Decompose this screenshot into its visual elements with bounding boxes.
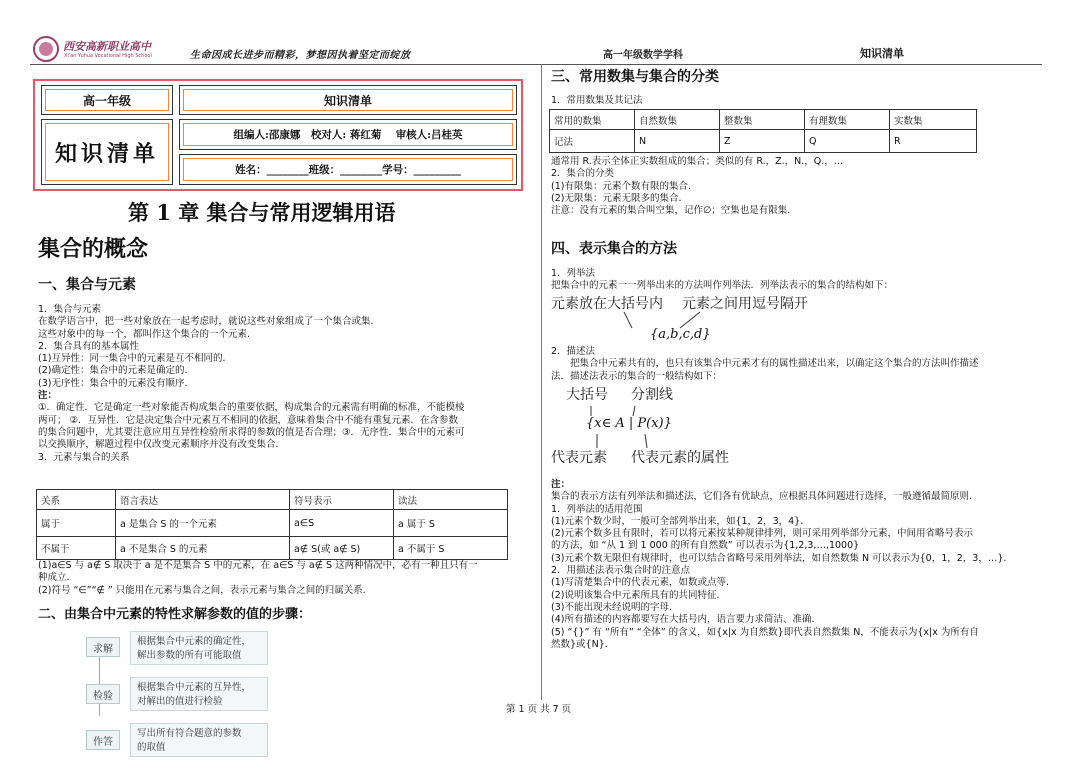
page-number: 第 1 页 共 7 页 (506, 704, 572, 715)
step-text: 写出所有符合题意的参数 (137, 728, 242, 739)
text-line: 然数}或{N}. (551, 638, 608, 650)
sets-notes (551, 156, 843, 217)
text-line: 2．集合具有的基本属性 (38, 340, 140, 352)
table-cell: R (890, 130, 977, 153)
text-line: 在数学语言中，把一些对象放在一起考虑时，就说这些对象组成了一个集合或集. (38, 316, 374, 328)
text-line: 法．描述法表示的集合的一般结构如下： (551, 370, 723, 382)
text-line: 集合的表示方法有列举法和描述法，它们各有优缺点，应根据具体问题进行选择，一般遵循最简原则. (551, 491, 973, 503)
desc-annotation-brace: 大括号 (566, 387, 608, 403)
desc-annotation-divider: 分割线 (631, 387, 673, 403)
text-line: 1．列举法 (551, 268, 596, 279)
note-label: 注： (38, 390, 58, 402)
step-text: 根据集合中元素的互异性， (137, 682, 252, 693)
step-text: 解出参数的所有可能取值 (137, 650, 242, 661)
step-label-answer: 作答 (86, 730, 120, 750)
table-cell: a 不是集合 S 的元素 (116, 537, 290, 560)
sets-subtitle: 1．常用数集及其记法 (551, 95, 643, 106)
text-line: (2)元素个数多且有限时，若可以将元素按某种规律排列，则可采用列举部分元素，中间用省略号表示 (551, 528, 973, 540)
step-text: 对解出的值进行检验 (137, 696, 223, 707)
desc-formula: {x∈ A | P(x)} (586, 416, 672, 431)
desc-annotation-element: 代表元素 (551, 450, 607, 466)
school-slogan: 生命因成长进步而精彩，梦想因执着坚定而绽放 (190, 50, 411, 61)
step-label-check: 检验 (86, 684, 120, 704)
text-line: 2．集合的分类 (551, 168, 615, 180)
note-line: 的集合问题中，尤其要注意应用互异性检验所求得的参数的值是否合理；③．无序性．集合中的元素可 (38, 426, 465, 438)
text-line: (4)所有描述的内容都要写在大括号内，语言要力求简洁、准确. (551, 614, 815, 626)
table-cell: 整数集 (720, 110, 805, 130)
list-title: 知识清单 (183, 89, 513, 111)
list-annotation-right: 元素之间用逗号隔开 (682, 296, 808, 312)
list-title-cell (179, 85, 517, 115)
table-cell: a 属于 S (394, 510, 508, 537)
step-text: 根据集合中元素的确定性， (137, 636, 252, 647)
table-cell: Q (805, 130, 890, 153)
school-english-name: Xi'an Yuhua Vocational High School (64, 53, 152, 59)
table-row (37, 537, 508, 560)
text-line: (3)元素个数无限但有规律时，也可以结合省略号采用列举法，如自然数集 N 可以表示为{0，1，2，3，…}. (551, 552, 1007, 564)
text-line: (3)无序性：集合中的元素没有顺序. (38, 377, 188, 389)
big-title-cell (41, 119, 173, 185)
number-sets-table (549, 109, 977, 153)
header-rule (30, 64, 1042, 65)
representation-notes (551, 479, 1006, 651)
grade-label: 高一年级 (45, 89, 169, 111)
text-line: (2)符号 “∈”“∉ ” 只能用在元素与集合之间，表示元素与集合之间的归属关系. (38, 584, 366, 596)
text-line: 2．描述法 (551, 346, 596, 357)
section-3-title: 三、常用数集与集合的分类 (551, 69, 719, 85)
text-line: 1．集合与元素 (38, 304, 102, 315)
school-name: 西安高新职业高中 (63, 40, 151, 53)
text-line: (5) “{}” 有 “所有” “全体” 的含义，如{x|x 为自然数}即代表自然数集 N，不能表示为{x|x 为所有自 (551, 626, 979, 638)
text-line: 通常用 R.表示全体正实数组成的集合；类似的有 R.，Z.，N.，Q.，… (551, 156, 844, 167)
topic-title: 集合的概念 (38, 236, 149, 262)
relation-table (36, 489, 508, 560)
note-line: 以交换顺序，解题过程中仅改变元素顺序并没有改变集合. (38, 439, 279, 451)
table-cell: 读法 (394, 490, 508, 510)
note-label: 注： (551, 479, 571, 490)
text-line: 把集合中元素共有的，也只有该集合中元素才有的属性描述出来，以确定这个集合的方法叫作描述 (551, 358, 979, 370)
text-line: (3)不能出现未经说明的字母. (551, 601, 672, 613)
text-line: (1)元素个数少时，一般可全部列举出来，如{1，2，3，4}. (551, 515, 804, 527)
relation-subtitle: 3．元素与集合的关系 (38, 451, 130, 463)
section-1-body (38, 304, 465, 464)
description-method-block (551, 346, 979, 383)
table-cell: a 是集合 S 的一个元素 (116, 510, 290, 537)
table-cell: 不属于 (37, 537, 116, 560)
table-row (550, 110, 977, 130)
text-line: (1)有限集：元素个数有限的集合. (551, 180, 691, 192)
relation-notes (38, 560, 478, 597)
note-line: ①．确定性．它是确定一些对象能否构成集合的重要依据，构成集合的元素需有明确的标准，不能模棱 (38, 402, 465, 414)
text-line: (2)说明该集合中元素所具有的共同特征. (551, 589, 720, 601)
table-row (550, 130, 977, 153)
authors-cell (179, 119, 517, 150)
text-line: (1)互异性：同一集合中的元素是互不相同的. (38, 353, 226, 365)
table-cell: a∉ S(或 a∉ S) (290, 537, 394, 560)
table-cell: Z (720, 130, 805, 153)
section-1-title: 一、集合与元素 (38, 277, 136, 293)
table-cell: 关系 (37, 490, 116, 510)
text-line: 的方法，如 “从 1 到 1 000 的所有自然数” 可以表示为{1,2,3,…,1000} (551, 540, 860, 552)
text-line: 注意：没有元素的集合叫空集，记作∅；空集也是有限集. (551, 205, 791, 217)
step-label-solve: 求解 (86, 637, 120, 657)
table-cell: 常用的数集 (550, 110, 635, 130)
authors-line: 组编人:邵康娜 校对人: 蒋红菊 审核人:吕桂英 (183, 123, 513, 146)
text-line: 把集合中的元素一一列举出来的方法叫作列举法．列举法表示的集合的结构如下： (551, 280, 894, 292)
list-example: {a,b,c,d} (650, 327, 711, 342)
section-2-title: 二、由集合中元素的特性求解参数的值的步骤： (38, 607, 312, 622)
doc-type-label: 知识清单 (860, 47, 904, 60)
table-cell: a∈S (290, 510, 394, 537)
table-row (37, 490, 508, 510)
step-text: 的取值 (137, 742, 166, 753)
text-line: 2．用描述法表示集合时的注意点 (551, 565, 691, 577)
text-line: (1)a∈S 与 a∉ S 取决于 a 是不是集合 S 中的元素，在 a∈S 与 a∉ S 这两种情况中，必有一种且只有一 (38, 560, 478, 571)
note-line: 两可； ②．互异性．它是决定集合中元素互不相同的依据，意味着集合中不能有重复元素．在含参数 (38, 414, 459, 426)
text-line: 种成立. (38, 572, 70, 584)
step-box-check (130, 677, 268, 711)
student-fields-cell (179, 154, 517, 185)
step-box-solve (130, 631, 268, 665)
column-divider (541, 64, 542, 700)
list-annotation-left: 元素放在大括号内 (551, 296, 663, 312)
text-line: (2)无限集：元素无限多的集合. (551, 192, 682, 204)
subject-label: 高一年级数学学科 (603, 50, 683, 61)
text-line: (2)确定性：集合中的元素是确定的. (38, 365, 188, 377)
chapter-title: 第 1 章 集合与常用逻辑用语 (128, 200, 396, 225)
table-cell: 符号表示 (290, 490, 394, 510)
student-fields: 姓名：________班级：________学号：_________ (183, 158, 513, 181)
table-cell: 实数集 (890, 110, 977, 130)
text-line: (1)写清楚集合中的代表元素，如数或点等. (551, 577, 729, 589)
text-line: 这些对象中的每一个，都叫作这个集合的一个元素. (38, 328, 251, 340)
table-row (37, 510, 508, 537)
table-cell: N (635, 130, 720, 153)
table-cell: 属于 (37, 510, 116, 537)
table-cell: 记法 (550, 130, 635, 153)
info-box (33, 79, 523, 191)
table-cell: a 不属于 S (394, 537, 508, 560)
table-cell: 有理数集 (805, 110, 890, 130)
list-method-block (551, 268, 893, 293)
big-title: 知识清单 (45, 123, 169, 181)
table-cell: 自然数集 (635, 110, 720, 130)
text-line: 1．列举法的适用范围 (551, 503, 643, 515)
table-cell: 语言表达 (116, 490, 290, 510)
school-logo-emblem (39, 42, 53, 56)
step-box-answer (130, 723, 268, 757)
desc-annotation-property: 代表元素的属性 (631, 450, 729, 466)
section-4-title: 四、表示集合的方法 (551, 241, 677, 257)
grade-cell (41, 85, 173, 115)
